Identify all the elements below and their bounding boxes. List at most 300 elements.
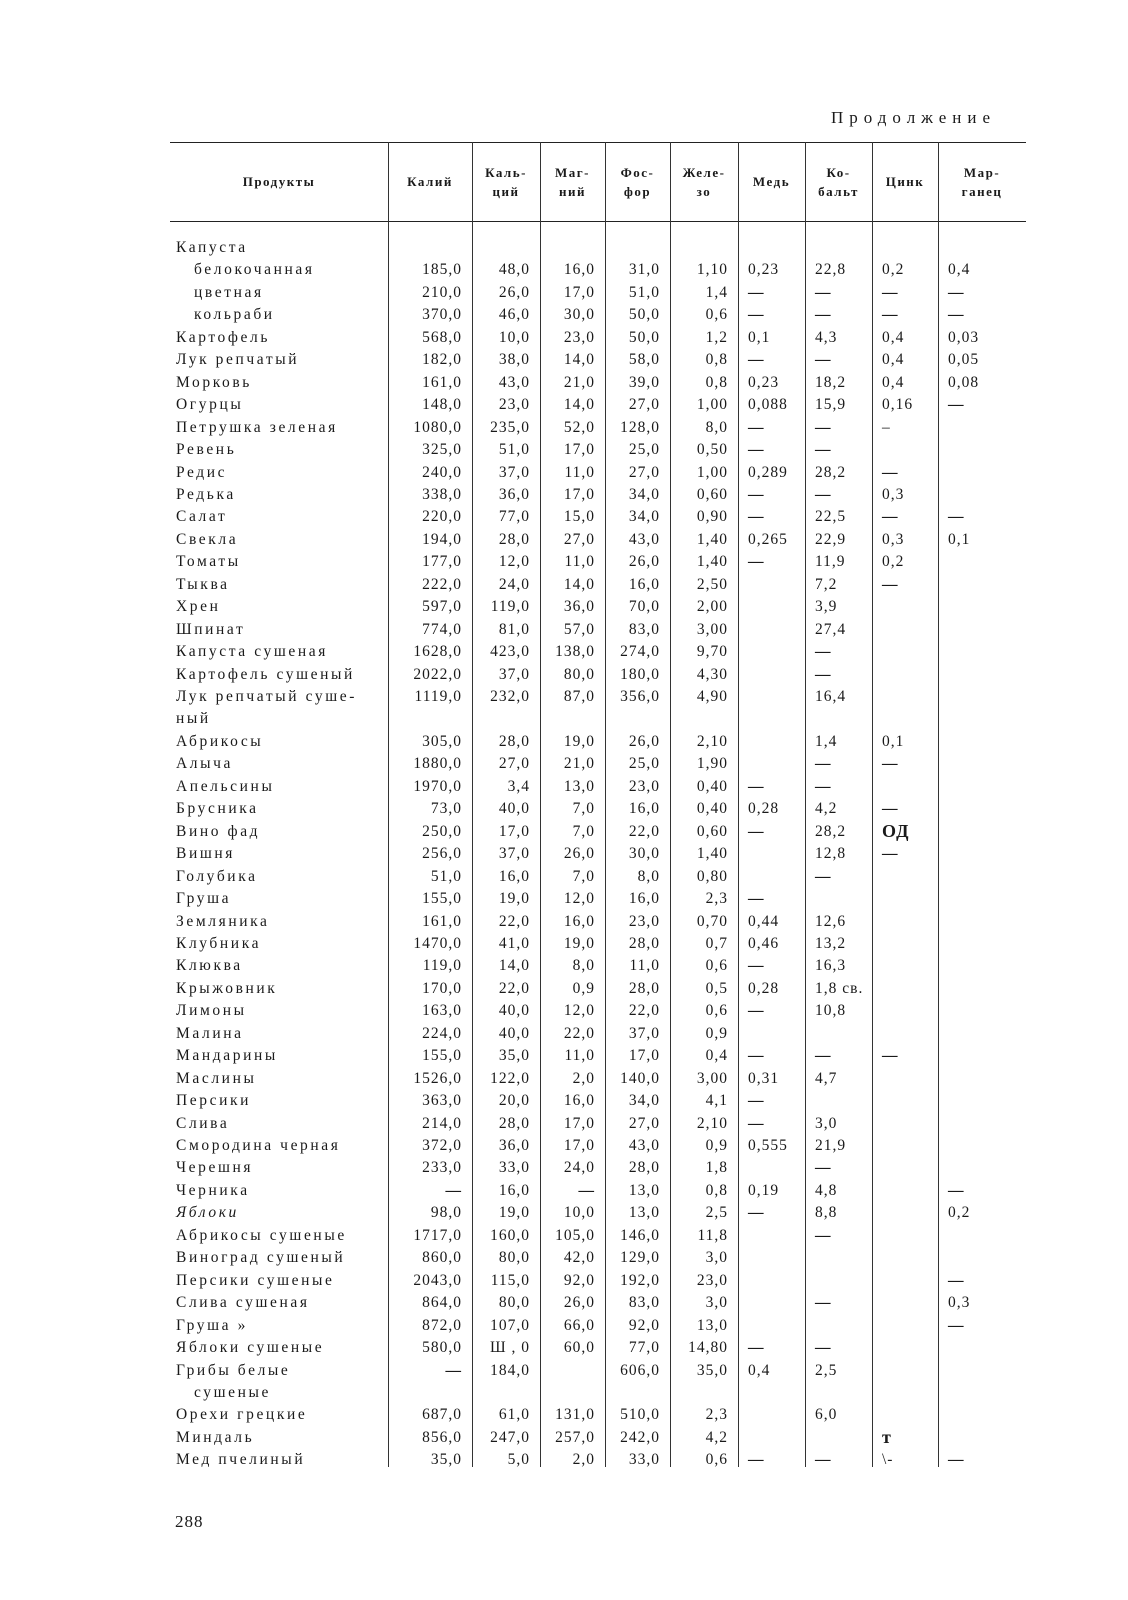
cell-cobalt — [815, 1246, 870, 1269]
table-row — [170, 393, 1026, 416]
table-row — [170, 1403, 1026, 1426]
cell-iron: 0,6 — [705, 1002, 728, 1020]
cell-calcium: 12,0 — [498, 553, 530, 571]
cell-cobalt: 4,8 — [815, 1181, 838, 1199]
cell-zinc — [882, 910, 936, 933]
cell-copper — [748, 1156, 803, 1179]
cell-phosphorus: 274,0 — [620, 643, 660, 661]
cell-zinc — [882, 595, 936, 618]
cell-magnesium: 19,0 — [563, 732, 595, 750]
cell-magnesium — [540, 236, 595, 259]
cell-cobalt: 6,0 — [815, 1406, 838, 1424]
cell-manganese — [948, 685, 1024, 708]
header-iron: Желе- зо — [682, 164, 726, 199]
cell-phosphorus: 356,0 — [620, 688, 660, 705]
cell-magnesium — [540, 707, 595, 730]
cell-magnesium: 14,0 — [563, 351, 595, 369]
cell-manganese: 0,2 — [948, 1204, 971, 1222]
table-row — [170, 865, 1026, 888]
cell-calcium: 26,0 — [498, 283, 530, 301]
cell-manganese — [948, 1067, 1024, 1090]
cell-calcium: 48,0 — [498, 261, 530, 279]
cell-copper: — — [748, 441, 765, 459]
cell-zinc — [882, 775, 936, 798]
cell-potassium — [388, 1381, 462, 1404]
cell-zinc — [882, 1089, 936, 1112]
cell-manganese: — — [948, 1181, 965, 1199]
cell-phosphorus: 128,0 — [620, 418, 660, 436]
header-calcium: Каль- ций — [485, 164, 527, 199]
page-number: 288 — [175, 1512, 204, 1531]
cell-cobalt — [815, 1381, 870, 1404]
cell-manganese — [948, 550, 1024, 573]
cell-iron: 0,90 — [696, 508, 728, 526]
table-row — [170, 640, 1026, 663]
cell-cobalt: 10,8 — [815, 1002, 847, 1020]
cell-cobalt: 16,3 — [815, 957, 847, 975]
cell-calcium: 119,0 — [490, 598, 530, 616]
cell-manganese: 0,03 — [948, 328, 980, 346]
cell-manganese — [948, 663, 1024, 686]
cell-magnesium: 131,0 — [555, 1406, 595, 1424]
cell-iron: 3,00 — [696, 1069, 728, 1087]
cell-calcium: 28,0 — [498, 530, 530, 548]
cell-zinc — [882, 707, 936, 730]
cell-copper — [748, 573, 803, 596]
cell-potassium: 210,0 — [422, 283, 462, 301]
cell-cobalt: — — [815, 283, 832, 301]
cell-manganese — [948, 483, 1024, 506]
cell-magnesium: 42,0 — [563, 1249, 595, 1267]
cell-potassium: 240,0 — [422, 463, 462, 481]
product-name: Голубика — [176, 867, 258, 885]
column-divider — [472, 142, 473, 1467]
cell-phosphorus: 34,0 — [628, 1092, 660, 1110]
cell-cobalt: — — [815, 777, 832, 795]
cell-manganese: — — [948, 1316, 965, 1334]
product-name: Абрикосы сушеные — [176, 1226, 347, 1244]
cell-zinc — [882, 236, 936, 259]
cell-phosphorus: 28,0 — [628, 1159, 660, 1177]
cell-copper: 0,23 — [748, 261, 780, 279]
cell-calcium: 17,0 — [498, 822, 530, 840]
cell-magnesium: 36,0 — [563, 598, 595, 616]
cell-phosphorus: 242,0 — [620, 1428, 660, 1446]
product-name: Яблоки сушеные — [176, 1339, 325, 1357]
cell-potassium: 220,0 — [422, 508, 462, 526]
cell-cobalt: — — [815, 485, 832, 503]
cell-zinc: — — [882, 283, 899, 301]
product-name: Вино фад — [176, 822, 261, 840]
cell-iron: 23,0 — [696, 1271, 728, 1289]
cell-copper: 0,23 — [748, 373, 780, 391]
cell-zinc — [882, 618, 936, 641]
cell-iron: 2,00 — [696, 598, 728, 616]
cell-calcium: 10,0 — [498, 328, 530, 346]
cell-iron: 4,2 — [705, 1428, 728, 1446]
cell-cobalt: — — [815, 441, 832, 459]
cell-copper: — — [748, 957, 765, 975]
cell-manganese: — — [948, 1271, 965, 1289]
cell-manganese — [948, 999, 1024, 1022]
header-magnesium: Маг- ний — [554, 164, 590, 199]
cell-zinc: 0,4 — [882, 351, 905, 369]
cell-cobalt: 1,4 — [815, 732, 838, 750]
cell-magnesium: 17,0 — [563, 485, 595, 503]
cell-potassium: 233,0 — [422, 1159, 462, 1177]
cell-phosphorus: 140,0 — [620, 1069, 660, 1087]
table-row — [170, 685, 1026, 708]
cell-calcium: 5,0 — [507, 1451, 530, 1469]
product-name: Слива — [176, 1114, 230, 1132]
table-row — [170, 663, 1026, 686]
cell-calcium: 46,0 — [498, 306, 530, 324]
cell-magnesium: 26,0 — [563, 845, 595, 863]
cell-potassium: 148,0 — [422, 396, 462, 414]
cell-magnesium: 0,9 — [572, 979, 595, 997]
cell-copper: — — [748, 1002, 765, 1020]
cell-manganese: 0,3 — [948, 1294, 971, 1312]
product-name: Салат — [176, 508, 228, 526]
cell-cobalt: 3,0 — [815, 1114, 838, 1132]
cell-potassium: 161,0 — [422, 373, 462, 391]
cell-magnesium: 52,0 — [563, 418, 595, 436]
header-phosphorus: Фос- фор — [620, 164, 655, 199]
cell-magnesium: 17,0 — [563, 283, 595, 301]
cell-manganese — [948, 1224, 1024, 1247]
cell-copper: 0,555 — [748, 1137, 788, 1154]
cell-manganese — [948, 954, 1024, 977]
table-row — [170, 461, 1026, 484]
cell-copper — [748, 730, 803, 753]
cell-magnesium: 11,0 — [564, 1047, 595, 1065]
cell-magnesium: 21,0 — [563, 755, 595, 773]
cell-magnesium: 13,0 — [563, 777, 595, 795]
cell-manganese — [948, 461, 1024, 484]
product-name: Персики — [176, 1092, 252, 1110]
table-row — [170, 707, 1026, 730]
table-row — [170, 1201, 1026, 1224]
cell-copper — [748, 865, 803, 888]
cell-potassium: 177,0 — [422, 553, 462, 571]
product-name: Алыча — [176, 755, 234, 773]
cell-copper — [748, 1426, 803, 1449]
cell-calcium: 16,0 — [498, 867, 530, 885]
cell-calcium: 160,0 — [490, 1226, 530, 1244]
cell-copper: 0,31 — [748, 1069, 780, 1087]
cell-zinc: — — [882, 845, 899, 863]
cell-cobalt — [815, 707, 870, 730]
cell-copper: 0,289 — [748, 463, 788, 481]
cell-magnesium: 7,0 — [572, 867, 595, 885]
cell-calcium: 36,0 — [498, 1137, 530, 1154]
cell-potassium: 170,0 — [422, 979, 462, 997]
cell-manganese: — — [948, 283, 965, 301]
table-row — [170, 977, 1026, 1000]
cell-calcium: 43,0 — [498, 373, 530, 391]
cell-potassium: 214,0 — [422, 1114, 462, 1132]
cell-phosphorus — [605, 1381, 660, 1404]
cell-cobalt: 28,2 — [815, 463, 847, 481]
cell-magnesium: 14,0 — [563, 396, 595, 414]
cell-manganese: 0,1 — [948, 530, 971, 548]
cell-copper: — — [748, 485, 765, 503]
cell-iron: 4,30 — [696, 665, 728, 683]
cell-magnesium: 17,0 — [563, 1114, 595, 1132]
cell-iron: 0,40 — [696, 800, 728, 818]
cell-phosphorus: 50,0 — [628, 306, 660, 324]
cell-copper — [748, 842, 803, 865]
product-name: Черника — [176, 1181, 250, 1199]
cell-zinc — [882, 1224, 936, 1247]
cell-zinc — [882, 1269, 936, 1292]
cell-cobalt: — — [815, 1339, 832, 1357]
cell-cobalt: — — [815, 867, 832, 885]
cell-iron: 1,40 — [696, 845, 728, 863]
product-name: Свекла — [176, 530, 239, 548]
cell-zinc — [882, 1336, 936, 1359]
cell-calcium: 41,0 — [498, 934, 530, 952]
cell-phosphorus: 11,0 — [629, 957, 660, 975]
cell-zinc: 0,1 — [882, 732, 905, 750]
cell-iron: 3,0 — [705, 1249, 728, 1267]
cell-potassium: 1119,0 — [414, 688, 462, 705]
cell-calcium: Ш , 0 — [489, 1339, 530, 1357]
cell-copper: — — [748, 418, 765, 436]
cell-cobalt — [815, 1426, 870, 1449]
cell-calcium: 16,0 — [498, 1181, 530, 1199]
cell-potassium: 51,0 — [430, 867, 462, 885]
product-name: цветная — [194, 283, 264, 301]
cell-phosphorus: 22,0 — [628, 1002, 660, 1020]
cell-manganese — [948, 752, 1024, 775]
cell-manganese: — — [948, 508, 965, 526]
table-row — [170, 371, 1026, 394]
cell-calcium: 14,0 — [498, 957, 530, 975]
table-row — [170, 1291, 1026, 1314]
table-row — [170, 258, 1026, 281]
cell-manganese: 0,08 — [948, 373, 980, 391]
product-name: Орехи грецкие — [176, 1406, 308, 1424]
cell-magnesium: 8,0 — [572, 957, 595, 975]
cell-iron: 2,10 — [696, 732, 728, 750]
cell-potassium: 363,0 — [422, 1092, 462, 1110]
cell-calcium: 23,0 — [498, 396, 530, 414]
cell-iron: 0,60 — [696, 485, 728, 503]
table-row — [170, 820, 1026, 843]
cell-magnesium: 12,0 — [563, 890, 595, 908]
cell-potassium: 119,0 — [422, 957, 462, 975]
cell-copper: — — [748, 890, 765, 908]
cell-calcium: 19,0 — [498, 1204, 530, 1222]
cell-calcium: 38,0 — [498, 351, 530, 369]
cell-iron: 1,40 — [696, 553, 728, 571]
cell-copper: — — [748, 508, 765, 526]
table-row — [170, 348, 1026, 371]
cell-phosphorus: 27,0 — [628, 1114, 660, 1132]
cell-zinc: 0,2 — [882, 553, 905, 571]
table-row — [170, 1246, 1026, 1269]
cell-potassium: 250,0 — [422, 822, 462, 840]
cell-manganese — [948, 640, 1024, 663]
column-divider — [738, 142, 739, 1467]
cell-phosphorus: 510,0 — [620, 1406, 660, 1424]
cell-copper: — — [748, 777, 765, 795]
cell-cobalt: — — [815, 755, 832, 773]
table-row — [170, 1067, 1026, 1090]
cell-calcium: 235,0 — [490, 418, 530, 436]
cell-potassium: 580,0 — [422, 1339, 462, 1357]
cell-calcium: 61,0 — [498, 1406, 530, 1424]
cell-potassium: 161,0 — [422, 912, 462, 930]
cell-manganese — [948, 730, 1024, 753]
cell-iron: 3,0 — [705, 1294, 728, 1312]
table-row — [170, 1022, 1026, 1045]
cell-potassium: 856,0 — [422, 1428, 462, 1446]
cell-cobalt: 16,4 — [815, 688, 847, 705]
cell-calcium: 22,0 — [498, 979, 530, 997]
cell-copper — [748, 640, 803, 663]
table-row — [170, 1426, 1026, 1449]
cell-calcium: 423,0 — [490, 643, 530, 661]
cell-phosphorus: 192,0 — [620, 1271, 660, 1289]
cell-cobalt: 3,9 — [815, 598, 838, 616]
cell-calcium: 37,0 — [498, 463, 530, 481]
table-row — [170, 573, 1026, 596]
cell-phosphorus: 50,0 — [628, 328, 660, 346]
cell-copper: 0,4 — [748, 1361, 771, 1379]
cell-manganese — [948, 1359, 1024, 1382]
cell-zinc: — — [882, 508, 899, 526]
cell-cobalt: — — [815, 1226, 832, 1244]
cell-iron: 3,00 — [696, 620, 728, 638]
cell-calcium: 80,0 — [498, 1294, 530, 1312]
cell-zinc — [882, 1067, 936, 1090]
cell-magnesium — [540, 1359, 595, 1382]
product-name: Маслины — [176, 1069, 257, 1087]
table-row — [170, 1089, 1026, 1112]
cell-iron: 2,3 — [705, 1406, 728, 1424]
cell-magnesium: 15,0 — [563, 508, 595, 526]
cell-zinc: — — [882, 755, 899, 773]
cell-phosphorus: 31,0 — [628, 261, 660, 279]
cell-phosphorus: 51,0 — [628, 283, 660, 301]
cell-manganese — [948, 1112, 1024, 1135]
cell-iron: 0,6 — [705, 1451, 728, 1469]
table-row — [170, 954, 1026, 977]
cell-phosphorus: 70,0 — [628, 598, 660, 616]
table-row — [170, 1156, 1026, 1179]
cell-magnesium: 87,0 — [563, 688, 595, 705]
cell-phosphorus: 146,0 — [620, 1226, 660, 1244]
cell-cobalt: 18,2 — [815, 373, 847, 391]
cell-magnesium: 16,0 — [563, 1092, 595, 1110]
cell-iron: 13,0 — [696, 1316, 728, 1334]
cell-zinc — [882, 438, 936, 461]
cell-cobalt — [815, 1089, 870, 1112]
product-name: Редька — [176, 485, 236, 503]
cell-phosphorus: 27,0 — [628, 463, 660, 481]
cell-copper: 0,28 — [748, 979, 780, 997]
cell-magnesium: 11,0 — [564, 463, 595, 481]
column-divider — [388, 142, 389, 1467]
cell-copper: — — [748, 283, 765, 301]
cell-phosphorus: 16,0 — [628, 800, 660, 818]
cell-magnesium: 257,0 — [555, 1428, 595, 1446]
cell-manganese — [948, 1044, 1024, 1067]
cell-calcium: 3,4 — [507, 777, 530, 795]
cell-calcium: 24,0 — [498, 575, 530, 593]
cell-calcium: 107,0 — [490, 1316, 530, 1334]
cell-potassium: 1970,0 — [413, 777, 462, 795]
cell-zinc — [882, 977, 936, 1000]
cell-iron: 4,1 — [705, 1092, 728, 1110]
product-name: Мандарины — [176, 1047, 278, 1065]
cell-iron: 1,00 — [696, 463, 728, 481]
product-name: Редис — [176, 463, 228, 481]
cell-copper — [748, 752, 803, 775]
table-row — [170, 797, 1026, 820]
cell-phosphorus: 17,0 — [628, 1047, 660, 1065]
cell-cobalt: 12,8 — [815, 845, 847, 863]
cell-manganese — [948, 1336, 1024, 1359]
cell-manganese — [948, 977, 1024, 1000]
cell-cobalt: — — [815, 418, 832, 436]
product-name: Лук репчатый суше- — [176, 688, 358, 705]
cell-potassium: 1628,0 — [413, 643, 462, 661]
cell-zinc: 0,3 — [882, 485, 905, 503]
cell-iron: 1,00 — [696, 396, 728, 414]
product-name: Земляника — [176, 912, 270, 930]
cell-zinc: — — [882, 463, 899, 481]
cell-zinc — [882, 1179, 936, 1202]
cell-potassium: 155,0 — [422, 1047, 462, 1065]
cell-potassium: 372,0 — [422, 1137, 462, 1154]
cell-magnesium: 57,0 — [563, 620, 595, 638]
cell-calcium: 28,0 — [498, 1114, 530, 1132]
cell-zinc — [882, 999, 936, 1022]
cell-potassium: 182,0 — [422, 351, 462, 369]
cell-magnesium: 16,0 — [563, 912, 595, 930]
table-row — [170, 326, 1026, 349]
cell-phosphorus: 28,0 — [628, 934, 660, 952]
product-name: Клюква — [176, 957, 243, 975]
cell-copper: 0,265 — [748, 530, 788, 548]
product-name: Тыква — [176, 575, 230, 593]
cell-calcium: 37,0 — [498, 665, 530, 683]
cell-phosphorus: 23,0 — [628, 912, 660, 930]
table-row — [170, 483, 1026, 506]
cell-magnesium: 7,0 — [572, 822, 595, 840]
cell-zinc — [882, 954, 936, 977]
cell-copper — [748, 595, 803, 618]
cell-magnesium: 66,0 — [563, 1316, 595, 1334]
product-name: Миндаль — [176, 1428, 255, 1446]
cell-potassium: 2043,0 — [413, 1271, 462, 1289]
cell-zinc — [882, 685, 936, 708]
cell-iron — [670, 1381, 728, 1404]
cell-phosphorus: 25,0 — [628, 441, 660, 459]
cell-calcium: 20,0 — [498, 1092, 530, 1110]
column-divider — [670, 142, 671, 1467]
cell-copper: — — [748, 1451, 765, 1469]
cell-calcium: 51,0 — [498, 441, 530, 459]
cell-phosphorus: 92,0 — [628, 1316, 660, 1334]
cell-calcium: 35,0 — [498, 1047, 530, 1065]
cell-copper: 0,44 — [748, 912, 780, 930]
cell-calcium: 40,0 — [498, 1024, 530, 1042]
cell-calcium: 232,0 — [490, 688, 530, 705]
